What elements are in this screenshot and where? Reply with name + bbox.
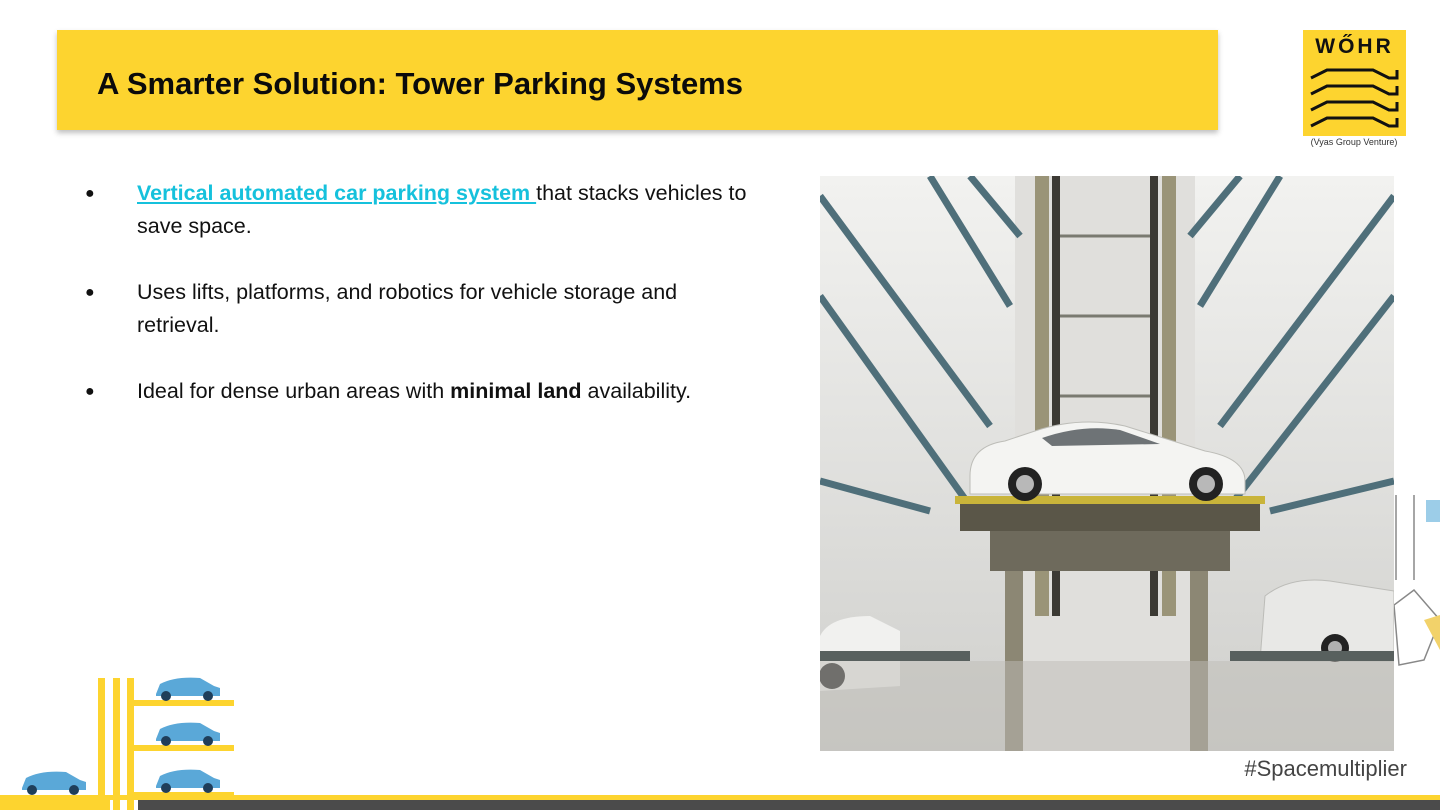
tower-parking-photo bbox=[820, 176, 1394, 751]
parking-levels-icon bbox=[1303, 30, 1406, 136]
logo-word: WŐHR bbox=[1315, 35, 1394, 58]
bullet-item bbox=[85, 177, 765, 243]
bullet-bold-text: minimal land bbox=[450, 379, 582, 403]
logo-box bbox=[1303, 30, 1406, 136]
bullet-text: availability. bbox=[581, 379, 692, 403]
bullet-marker: ● bbox=[85, 383, 95, 400]
logo-subtitle: (Vyas Group Venture) bbox=[1310, 137, 1398, 147]
bullet-text: Uses lifts, platforms, and robotics for vehicle storage and retrieval. bbox=[137, 280, 678, 337]
bullet-text: Ideal for dense urban areas with bbox=[137, 379, 451, 403]
edge-decoration bbox=[1394, 490, 1440, 690]
bullet-text: that stacks vehicles to save space. bbox=[137, 181, 747, 238]
title-banner bbox=[57, 30, 1218, 130]
slide-title: A Smarter Solution: Tower Parking Systems bbox=[97, 66, 743, 101]
bullet-item bbox=[85, 375, 765, 408]
bullet-marker: ● bbox=[85, 185, 95, 202]
hashtag-label: #Spacemultiplier bbox=[1244, 756, 1407, 781]
parking-system-link[interactable]: Vertical automated car parking system bbox=[137, 181, 537, 205]
parking-tower-illustration bbox=[0, 660, 250, 810]
wohr-logo bbox=[1300, 30, 1408, 155]
footer-gray-bar bbox=[138, 800, 1440, 810]
bullet-list bbox=[85, 177, 765, 441]
bullet-item bbox=[85, 276, 765, 342]
bullet-marker: ● bbox=[85, 284, 95, 301]
